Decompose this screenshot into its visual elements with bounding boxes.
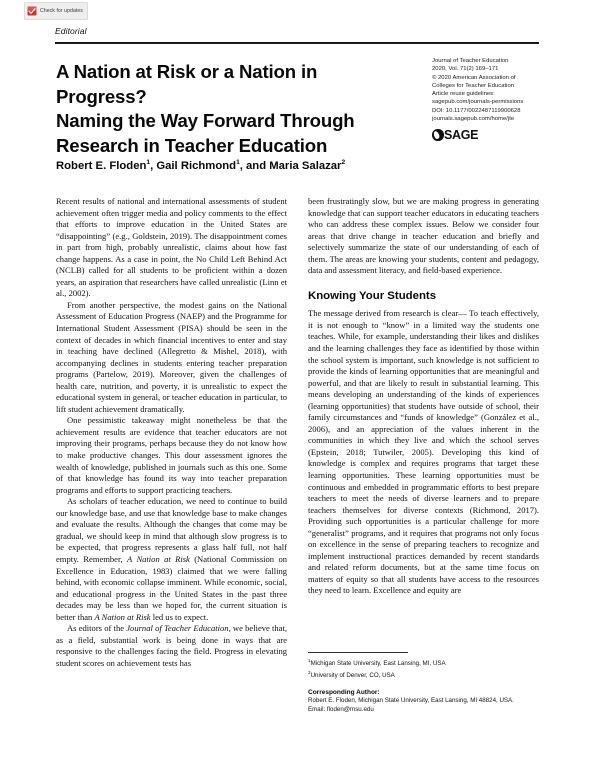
paragraph: been frustratingly slow, but we are making progress in generating knowledge that can support teacher educators in educating teachers who can address these complex issues. Below we consider four areas that drive change in teacher education and briefly and selectively summarize the state of our understanding of each of them. The areas are knowing your students, content and pedagogy, data and assessment literacy, and field-based experience. [308, 196, 539, 276]
reuse-guidelines-label: Article reuse guidelines: [432, 91, 495, 98]
affiliation-1 [308, 657, 544, 669]
body-column-right [308, 196, 539, 597]
copyright-line-1: © 2020 American Association of [432, 74, 516, 81]
corresponding-author-heading: Corresponding Author: [308, 688, 380, 696]
author-name-2: Gail Richmond [156, 159, 237, 172]
body-column-left [56, 196, 287, 669]
sage-wordmark: SAGE [444, 128, 479, 142]
journal-home-url[interactable]: journals.sagepub.com/home/jte [432, 116, 515, 123]
affiliation-text-2: University of Denver, CO, USA [310, 671, 395, 679]
corresponding-author-address: Robert E. Floden, Michigan State University, East Lansing, MI 48824, USA. [308, 696, 514, 704]
title-line-2: Naming the Way Forward Through [56, 110, 355, 131]
journal-name: Journal of Teacher Education [432, 58, 509, 64]
footnote-divider [308, 652, 408, 653]
section-label: Editorial [55, 26, 87, 36]
paragraph: The message derived from research is clear— To teach effectively, it is not enough to “know” in a limited way the students one teaches. While, for example, understanding their likes and dislikes and the learning challenges they face as identified by those within the school system is important, such knowledge is not sufficient to provide the kinds of learning opportunities that are meaningful and powerful, and that are likely to result in substantial learning. This means developing an understanding of the kinds of experiences (learning opportunities) that students have outside of school, their family circumstances and “funds of knowledge” (González et al., 2006), and an appreciation of the values inherent in the communities in which they live and which the school serves (Epstein, 2018; Tutwiler, 2005). Developing this kind of knowledge is complex and requires programs that target these learning opportunities. These learning opportunities must be continuous and embedded in programmatic efforts to best prepare teachers to meet the needs of diverse learners and to prepare teachers themselves for diverse contexts (Richmond, 2017). Providing such opportunities is a particular challenge for more “generalist” programs, and it requires that programs not only focus on excellence in the sense of preparing teachers to recognize and implement instructional practices demanded by recent standards and related reform documents, but at the same time focus on matters of equity so that all students have access to the resources they need to learn. Excellence and equity are [308, 308, 539, 596]
title-line-1: A Nation at Risk or a Nation in Progress? [56, 61, 318, 107]
crossmark-label: Check for updates [40, 8, 83, 14]
page-title [56, 60, 411, 158]
footnote-block [308, 657, 544, 714]
paragraph: One pessimistic takeaway might nonetheless be that the achievement results are evidence that teacher educators are not improving their programs, perhaps because they do not know how to make productive changes. This dour assessment ignores the wealth of knowledge, published in journals such as this one. Some of that knowledge has found its way into teacher preparation programs and efforts to support practicing teachers. [56, 415, 287, 495]
author-byline: Robert E. Floden$^1$, Gail Richmond$^1$, and Maria Salazar$^2$ [56, 159, 346, 172]
crossmark-icon [27, 6, 37, 16]
affiliation-marker-2: 2 [308, 669, 311, 675]
permissions-url[interactable]: sagepub.com/journals-permissions [432, 99, 524, 106]
affiliation-text-1: Michigan State University, East Lansing, MI, USA [310, 660, 446, 668]
volume-issue-pages: 2020, Vol. 71(2) 169–171 [432, 66, 499, 73]
doi[interactable]: DOI: 10.1177/0022487119900628 [432, 107, 521, 114]
author-affiliation-marker-3: 2 [341, 159, 346, 166]
header-divider [55, 42, 539, 44]
corresponding-author-email[interactable]: Email: floden@msu.edu [308, 705, 374, 713]
crossmark-badge[interactable] [24, 2, 88, 20]
author-name-3: Maria Salazar [269, 159, 342, 172]
paragraph: From another perspective, the modest gains on the National Assessment of Education Progress (NAEP) and the Programme for International Student Assessment (PISA) should be seen in the context of decades in which financial incentives to enter and stay in teaching have declined (Allegretto & Mishel, 2018), with accompanying declines in students entering teacher preparation programs (Partelow, 2019). Moreover, given the challenges of health care, nutrition, and poverty, it is unrealistic to expect the educational system in general, or teacher education in particular, to lift student achievement dramatically. [56, 299, 287, 414]
author-affiliation-marker-1: 1 [146, 159, 151, 166]
section-heading-knowing-your-students: Knowing Your Students [308, 289, 437, 302]
title-line-3: Research in Teacher Education [56, 134, 328, 156]
paragraph: As scholars of teacher education, we need to continue to build our knowledge base, and use that knowledge base to make changes and evaluate the results. Although the changes that come may be gradual, we should keep in mind that although slow progress is to be expected, that progress represents a glass half full, not half empty. Remember, A Nation at Risk (National Commission on Excellence in Education, 1983) claimed that we were falling behind, with economic collapse imminent. While economic, social, and educational progress in the United States in the past three decades may be less than we hoped for, the current situation is better than A Nation at Risk led us to expect. [56, 496, 287, 622]
affiliation-2 [308, 669, 544, 681]
sage-publisher-logo [432, 128, 478, 142]
author-name-1: Robert E. Floden [56, 159, 147, 172]
paragraph: As editors of the Journal of Teacher Education, we believe that, as a field, substantial work is being done in ways that are responsive to the challenges facing the field. Progress in elevating student scores on achievement tests has [56, 623, 287, 668]
journal-metadata [432, 57, 552, 123]
copyright-line-2: Colleges for Teacher Education [432, 82, 515, 89]
sage-mark-icon [432, 129, 444, 141]
affiliation-marker-1: 1 [308, 658, 311, 663]
paragraph: Recent results of national and international assessments of student achievement often trigger media and policy comments to the effect that efforts to improve education in the United States are “disappointing” (e.g., Goldstein, 2019). The disappointment comes in part from high, probably unrealistic, claims about how fast change happens. As a case in point, the No Child Left Behind Act (NCLB) called for all students to be proficient within a dozen years, an aspiration that researchers have called unrealistic (Linn et al., 2002). [56, 196, 287, 299]
author-affiliation-marker-2: 1 [236, 159, 240, 166]
